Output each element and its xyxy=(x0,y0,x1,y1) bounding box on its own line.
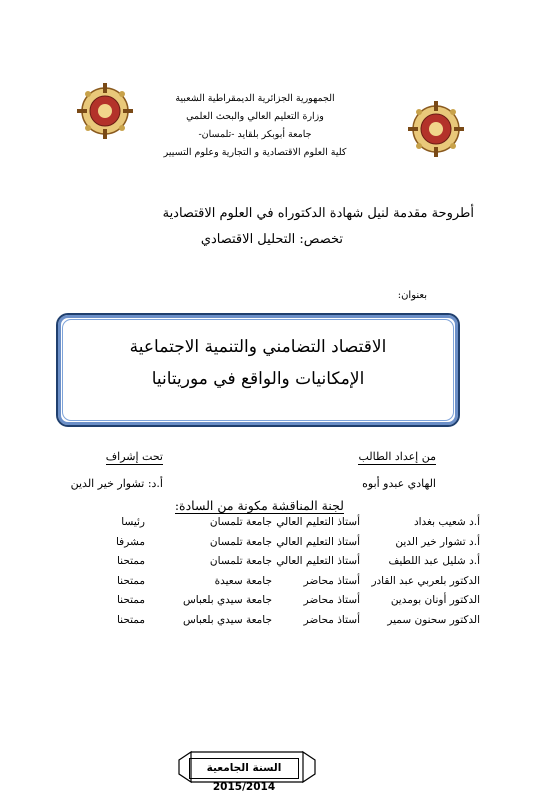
member-role: ممتحنا xyxy=(116,574,145,587)
supervision-label: تحت إشراف xyxy=(105,450,163,463)
committee-row xyxy=(95,536,480,556)
committee-list xyxy=(95,516,480,633)
member-university: جامعة سيدي بلعباس xyxy=(182,594,272,606)
prepared-by-label: من إعداد الطالب xyxy=(358,450,436,463)
university-logo-right-icon xyxy=(407,100,465,158)
member-role: رئيسا xyxy=(121,516,145,528)
member-name: أ.د شليل عبد اللطيف xyxy=(388,555,480,567)
member-university: جامعة تلمسان xyxy=(209,516,272,528)
member-rank: أستاذ محاضر xyxy=(303,613,360,626)
member-university: جامعة سيدي بلعباس xyxy=(182,613,272,626)
student-name: الهادي عبدو أبوه xyxy=(362,477,436,490)
committee-row xyxy=(95,575,480,595)
member-rank: أستاذ التعليم العالي xyxy=(276,555,360,567)
header-faculty: كلية العلوم الاقتصادية و التجارية وعلوم التسيير xyxy=(163,147,347,158)
committee-row xyxy=(95,555,480,575)
header-country: الجمهورية الجزائرية الديمقراطية الشعبية xyxy=(175,93,335,104)
university-logo-left-icon xyxy=(76,82,134,140)
thesis-title-line1: الاقتصاد التضامني والتنمية الاجتماعية xyxy=(129,337,387,357)
member-rank: أستاذ التعليم العالي xyxy=(276,535,360,548)
institution-header xyxy=(155,90,355,162)
member-name: الدكتور أونان بومدين xyxy=(390,594,480,606)
member-role: ممتحنا xyxy=(116,594,145,606)
member-university: جامعة تلمسان xyxy=(209,535,272,548)
committee-row xyxy=(95,594,480,614)
thesis-title-line2: الإمكانيات والواقع في موريتانيا xyxy=(151,369,365,389)
committee-title: لجنة المناقشة مكونة من السادة: xyxy=(174,498,344,513)
member-name: أ.د تشوار خير الدين xyxy=(395,535,480,548)
title-frame xyxy=(56,313,460,427)
thesis-statement: أطروحة مقدمة لنيل شهادة الدكتوراه في العلوم الاقتصادية xyxy=(162,206,474,221)
specialty: تخصص: التحليل الاقتصادي xyxy=(200,232,343,247)
member-university: جامعة سعيدة xyxy=(214,574,272,587)
member-name: الدكتور بلعربي عبد القادر xyxy=(371,574,480,587)
title-label: بعنوان: xyxy=(397,290,427,301)
header-university: جامعة أبوبكر بلقايد -تلمسان- xyxy=(198,129,312,140)
academic-year: السنة الجامعية 2015/2014 xyxy=(189,758,299,779)
member-rank: أستاذ محاضر xyxy=(303,574,360,587)
committee-row xyxy=(95,614,480,634)
header-ministry: وزارة التعليم العالي والبحث العلمي xyxy=(186,111,324,122)
committee-row xyxy=(95,516,480,536)
supervisor-name: أ.د: تشوار خير الدين xyxy=(70,477,163,490)
member-university: جامعة تلمسان xyxy=(209,555,272,567)
member-name: أ.د شعيب بغداد xyxy=(413,516,480,528)
member-role: ممتحنا xyxy=(116,613,145,626)
member-role: ممتحنا xyxy=(116,555,145,567)
member-rank: أستاذ محاضر xyxy=(303,594,360,606)
member-role: مشرفا xyxy=(115,535,145,548)
member-name: الدكتور سحنون سمير xyxy=(387,613,480,626)
member-rank: أستاذ التعليم العالي xyxy=(276,516,360,528)
